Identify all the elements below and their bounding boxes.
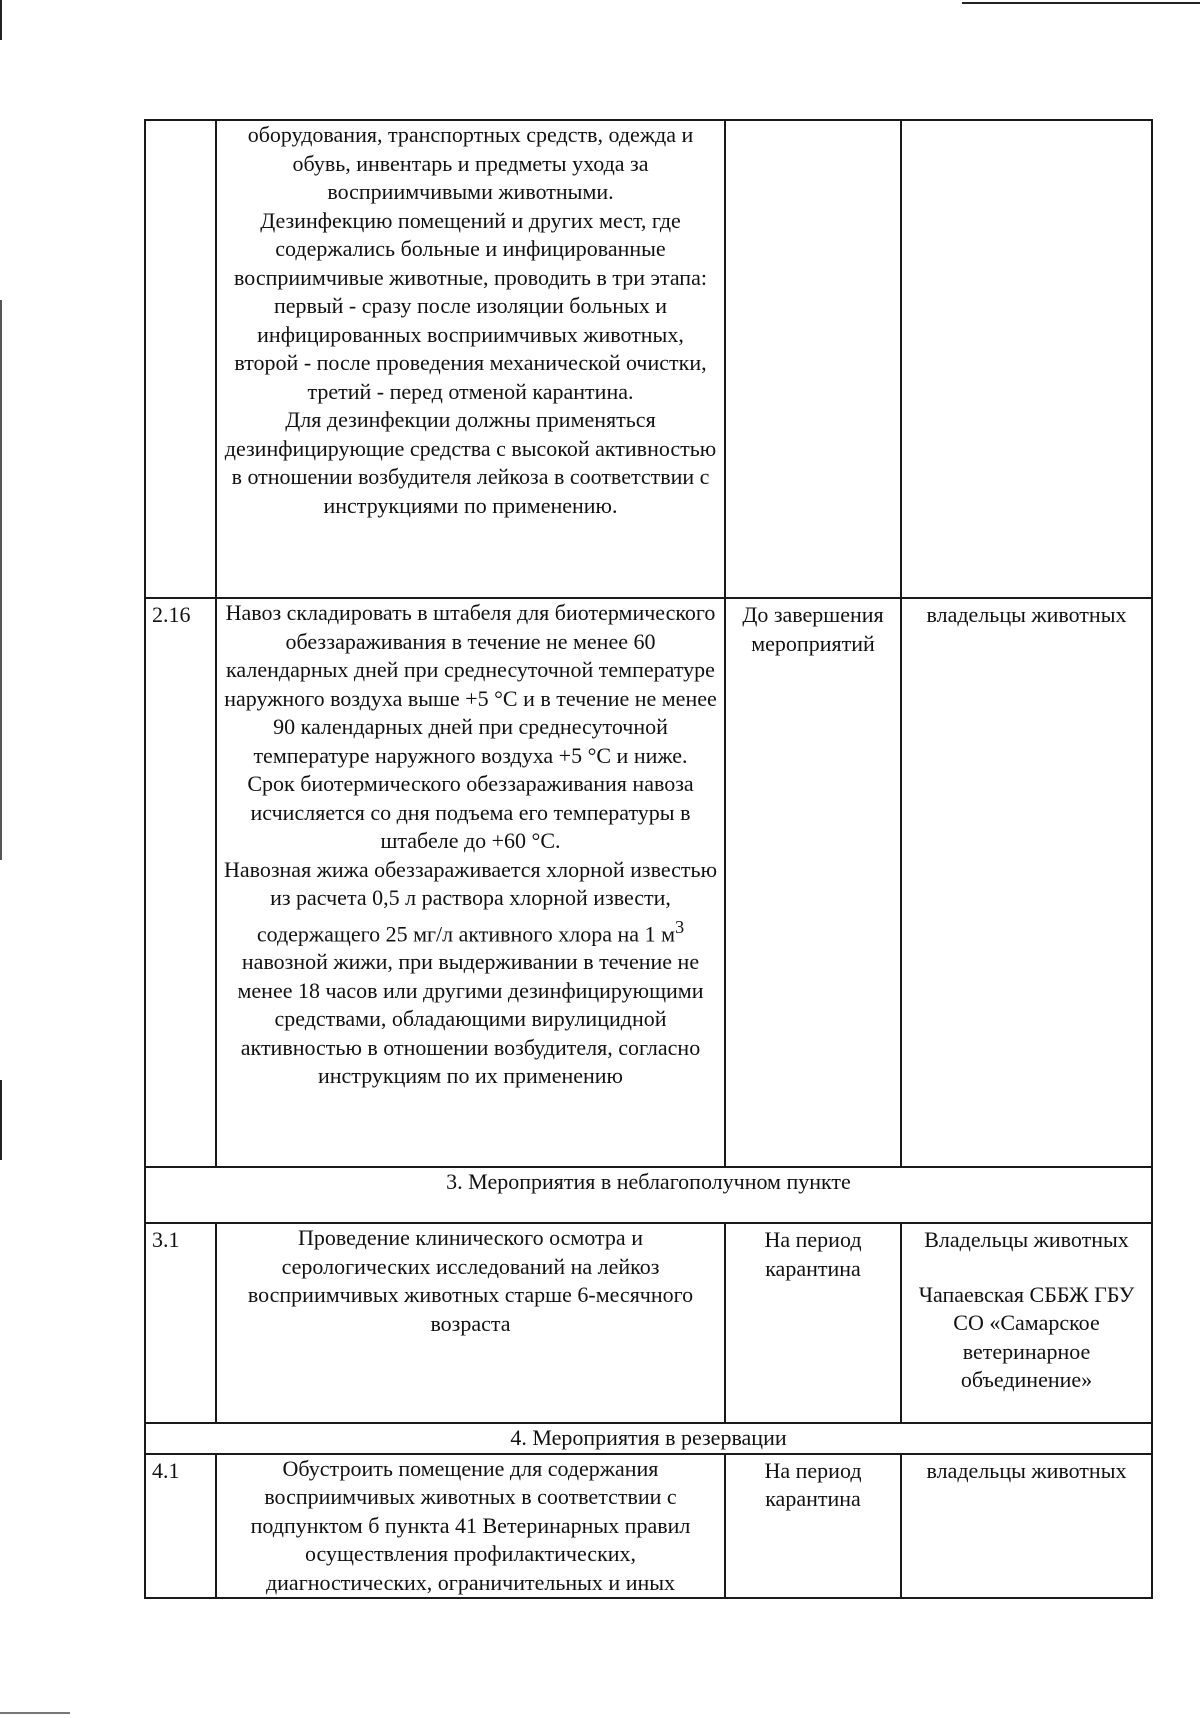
section-heading: 4. Мероприятия в резервации bbox=[145, 1423, 1152, 1454]
row-number: 2.16 bbox=[145, 598, 216, 1167]
paragraph: Навоз складировать в штабеля для биотермического обеззараживания в течение не менее 60 календарных дней при среднесуточной температуре наружного воздуха выше +5 °С и в течение не менее 90 календарных дней при среднесуточной температуре наружного воздуха +5 °С и ниже. bbox=[224, 600, 717, 768]
paragraph: Срок биотермического обеззараживания навоза исчисляется со дня подъема его температуры в штабеле до +60 °С. bbox=[247, 771, 694, 853]
responsible-cell bbox=[901, 1223, 1152, 1423]
measures-table bbox=[144, 119, 1153, 1599]
deadline-cell: На период карантина bbox=[725, 1223, 901, 1423]
row-number bbox=[145, 120, 216, 598]
measure-text: Проведение клинического осмотра и серологических исследований на лейкоз восприимчивых животных старше 6-месячного возраста bbox=[216, 1223, 725, 1423]
superscript: 3 bbox=[675, 916, 685, 937]
table-row bbox=[145, 598, 1152, 1167]
paragraph bbox=[223, 856, 718, 1091]
section-row bbox=[145, 1167, 1152, 1223]
spacer bbox=[906, 1255, 1147, 1281]
paragraph: Для дезинфекции должны применяться дезинфицирующие средства с высокой активностью в отношении возбудителя лейкоза в соответствии с инструкциями по применению. bbox=[224, 407, 717, 518]
scan-edge-left bbox=[0, 1080, 2, 1160]
measure-text bbox=[216, 598, 725, 1167]
responsible-cell bbox=[901, 120, 1152, 598]
scan-edge-left bbox=[0, 0, 2, 40]
row-number: 4.1 bbox=[145, 1454, 216, 1599]
responsible-cell: владельцы животных bbox=[901, 1454, 1152, 1599]
responsible-owner: Владельцы животных bbox=[924, 1227, 1129, 1252]
deadline-cell: На период карантина bbox=[725, 1454, 901, 1599]
scan-edge-bottom bbox=[0, 1712, 70, 1714]
measure-text: Обустроить помещение для содержания восприимчивых животных в соответствии с подпунктом б пункта 41 Ветеринарных правил осуществления профилактических, диагностических, ограничительных и иных bbox=[216, 1454, 725, 1599]
table-row bbox=[145, 1454, 1152, 1599]
section-heading: 3. Мероприятия в неблагополучном пункте bbox=[145, 1167, 1152, 1223]
deadline-cell: До завершения мероприятий bbox=[725, 598, 901, 1167]
responsible-agency: Чапаевская СББЖ ГБУ СО «Самарское ветеринарное объединение» bbox=[918, 1281, 1135, 1392]
scan-edge-left bbox=[0, 300, 2, 860]
table-row bbox=[145, 120, 1152, 598]
section-row bbox=[145, 1423, 1152, 1454]
responsible-cell: владельцы животных bbox=[901, 598, 1152, 1167]
table-row bbox=[145, 1223, 1152, 1423]
paragraph: Дезинфекцию помещений и других мест, где содержались больные и инфицированные восприимчивые животные, проводить в три этапа: первый - сразу после изоляции больных и инфицированных восприимчивых животных, второй - после проведения механической очистки, третий - перед отменой карантина. bbox=[234, 207, 707, 404]
row-number: 3.1 bbox=[145, 1223, 216, 1423]
paragraph: оборудования, транспортных средств, одежда и обувь, инвентарь и предметы ухода за восприимчивыми животными. bbox=[247, 122, 694, 204]
deadline-cell bbox=[725, 120, 901, 598]
paragraph-part: Навозная жижа обеззараживается хлорной известью из расчета 0,5 л раствора хлорной извести, содержащего 25 мг/л активного хлора на 1 м bbox=[223, 856, 718, 946]
scan-edge-top bbox=[962, 2, 1200, 4]
measure-text bbox=[216, 120, 725, 598]
paragraph-part: навозной жижи, при выдерживании в течение не менее 18 часов или другими дезинфицирующими средствами, обладающими вирулицидной активностью в отношении возбудителя, согласно инструкциям по их применению bbox=[237, 949, 704, 1089]
